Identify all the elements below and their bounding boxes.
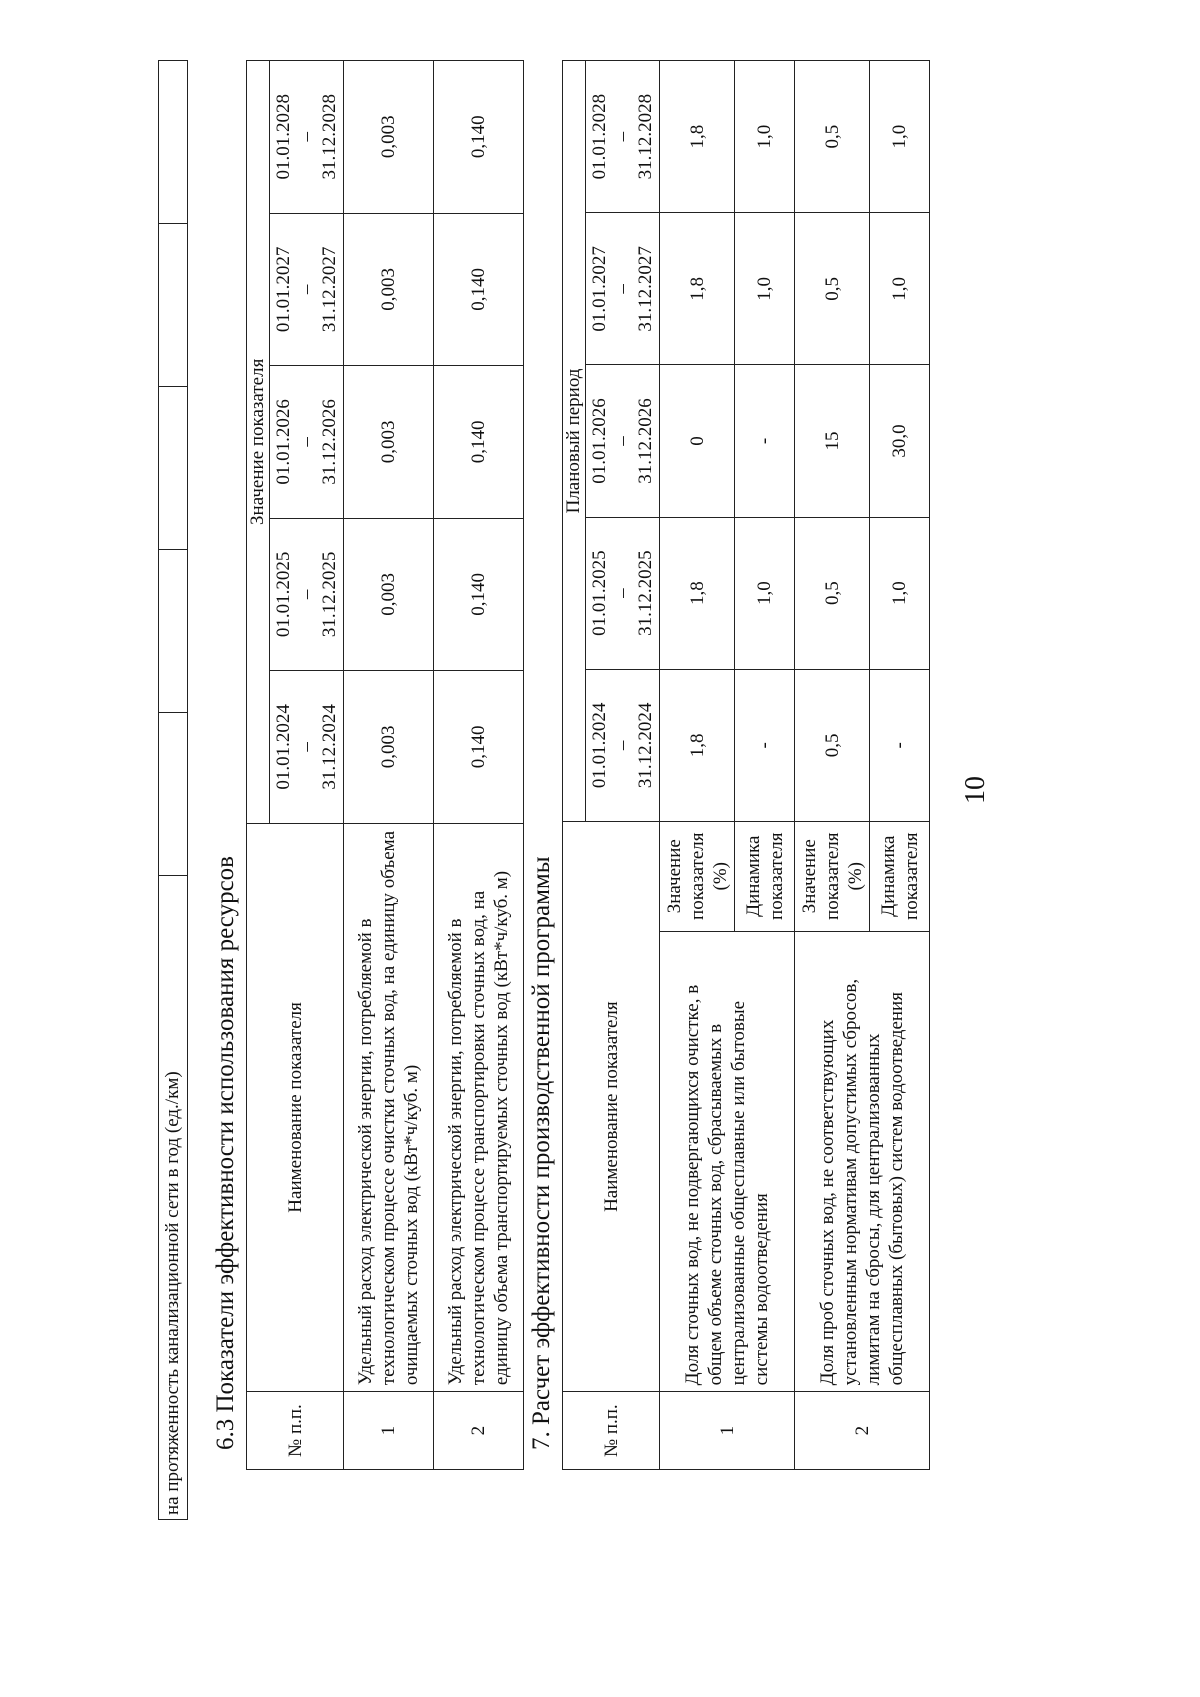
period-header: 01.01.2024 – 31.12.2024: [270, 671, 344, 824]
value-cell: 0,003: [344, 213, 434, 366]
table-row: [344, 61, 434, 1470]
section-title: 6.3 Показатели эффективности использования ресурсов: [212, 856, 239, 1450]
value-cell: 0,140: [434, 366, 524, 519]
value-cell: 0,003: [344, 518, 434, 671]
value-cell: 1,8: [660, 669, 735, 821]
value-cell: 0,140: [434, 213, 524, 366]
table-cell: [159, 712, 188, 875]
table-cell: на протяженность канализационной сети в год (ед./км): [159, 875, 188, 1519]
row-number: 2: [434, 1392, 524, 1470]
header-num: № п.п.: [247, 1392, 344, 1470]
period-header: 01.01.2026 – 31.12.2026: [270, 366, 344, 519]
value-cell: 0,5: [795, 213, 870, 365]
value-cell: 0,140: [434, 518, 524, 671]
value-cell: 1,8: [660, 61, 735, 213]
header-name: Наименование показателя: [247, 823, 344, 1392]
value-cell: 1,0: [870, 213, 930, 365]
header-num: № п.п.: [563, 1392, 660, 1470]
row-number: 2: [795, 1392, 930, 1470]
page-number: 10: [960, 776, 991, 804]
table-row: [660, 61, 735, 1470]
value-cell: 15: [795, 365, 870, 517]
header-group: Значение показателя: [247, 61, 270, 824]
indicator-name: Удельный расход электрической энергии, потребляемой в технологическом процессе транспортировки сточных вод, на единицу объема транспортируемых сточных вод (кВт*ч/куб. м): [434, 823, 524, 1392]
value-cell: 1,0: [735, 61, 795, 213]
sub-label: Динамика показателя: [870, 821, 930, 931]
value-cell: 0,140: [434, 61, 524, 214]
value-cell: 0,003: [344, 671, 434, 824]
table-cell: [159, 61, 188, 224]
value-cell: 1,8: [660, 213, 735, 365]
row-number: 1: [344, 1392, 434, 1470]
value-cell: 0,003: [344, 61, 434, 214]
indicator-name: Удельный расход электрической энергии, потребляемой в технологическом процессе очистки сточных вод, на единицу объема очищаемых сточных вод (кВт*ч/куб. м): [344, 823, 434, 1392]
sub-label: Значение показателя (%): [660, 821, 735, 931]
period-header: 01.01.2025 – 31.12.2025: [586, 517, 660, 669]
value-cell: -: [870, 669, 930, 821]
value-cell: 0,5: [795, 61, 870, 213]
header-group: Плановый период: [563, 61, 586, 822]
value-cell: 1,0: [735, 213, 795, 365]
value-cell: 30,0: [870, 365, 930, 517]
value-cell: 0,5: [795, 669, 870, 821]
header-name: Наименование показателя: [563, 821, 660, 1391]
sub-label: Значение показателя (%): [795, 821, 870, 931]
sub-label: Динамика показателя: [735, 821, 795, 931]
period-header: 01.01.2027 – 31.12.2027: [270, 213, 344, 366]
period-header: 01.01.2024 – 31.12.2024: [586, 669, 660, 821]
table-cell: [159, 223, 188, 386]
indicator-name: Доля сточных вод, не подвергающихся очистке, в общем объеме сточных вод, сбрасываемых в централизованные общесплавные или бытовые системы водоотведения: [660, 931, 795, 1392]
period-header: 01.01.2028 – 31.12.2028: [270, 61, 344, 214]
resource-efficiency-table: [246, 60, 524, 1470]
value-cell: 1,0: [870, 517, 930, 669]
value-cell: 0,5: [795, 517, 870, 669]
value-cell: -: [735, 669, 795, 821]
rotated-page: [150, 50, 1050, 1530]
table-row: [434, 61, 524, 1470]
period-header: 01.01.2028 – 31.12.2028: [586, 61, 660, 213]
period-header: 01.01.2027 – 31.12.2027: [586, 213, 660, 365]
value-cell: 0: [660, 365, 735, 517]
section-title: 7. Расчет эффективности производственной программы: [528, 856, 555, 1450]
program-efficiency-table: [562, 60, 930, 1470]
row-number: 1: [660, 1392, 795, 1470]
value-cell: -: [735, 365, 795, 517]
value-cell: 0,140: [434, 671, 524, 824]
value-cell: 0,003: [344, 366, 434, 519]
period-header: 01.01.2025 – 31.12.2025: [270, 518, 344, 671]
value-cell: 1,8: [660, 517, 735, 669]
table-header-row: [563, 61, 586, 1470]
table-row: [159, 61, 188, 1520]
previous-table-fragment: [158, 60, 188, 1520]
period-header: 01.01.2026 – 31.12.2026: [586, 365, 660, 517]
table-cell: [159, 549, 188, 712]
table-row: [795, 61, 870, 1470]
indicator-name: Доля проб сточных вод, не соответствующих установленным нормативам допустимых сбросов, лимитам на сбросы, для централизованных общесплавных (бытовых) систем водоотведения: [795, 931, 930, 1392]
value-cell: 1,0: [870, 61, 930, 213]
table-cell: [159, 386, 188, 549]
value-cell: 1,0: [735, 517, 795, 669]
table-header-row: [247, 61, 270, 1470]
